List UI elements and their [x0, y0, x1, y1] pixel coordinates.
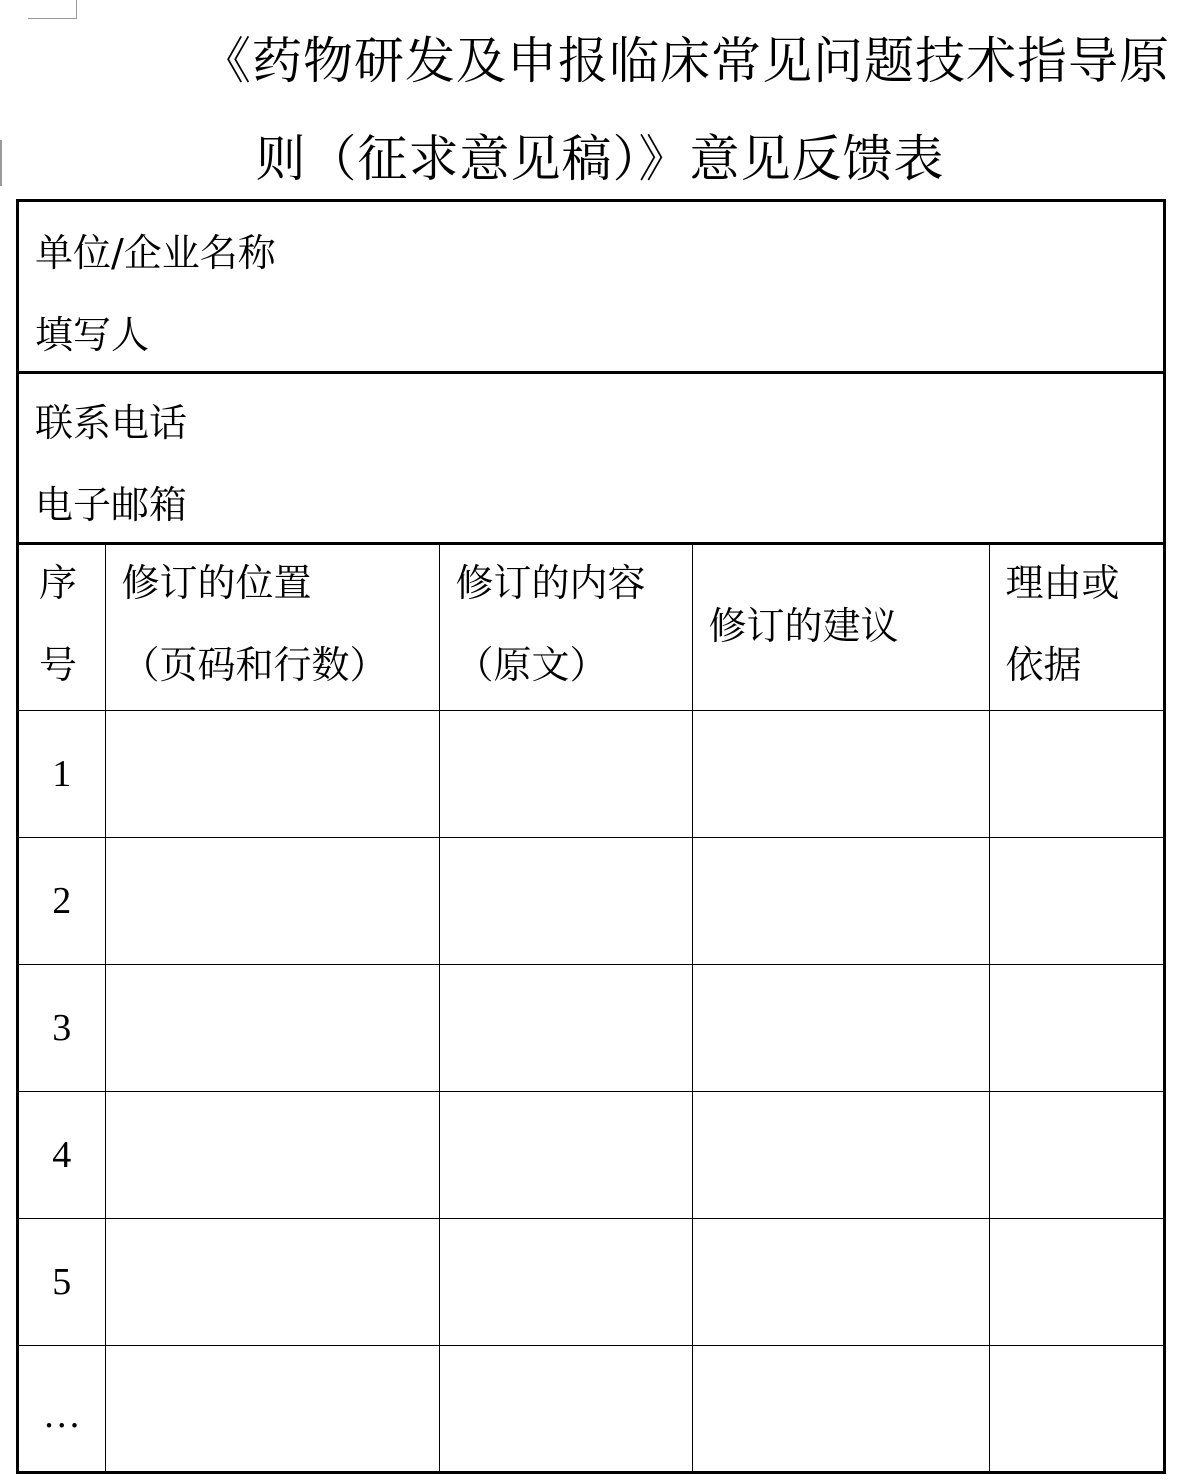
content-cell[interactable]: [439, 710, 692, 837]
position-cell[interactable]: [105, 710, 439, 837]
position-cell[interactable]: [105, 1091, 439, 1218]
company-info-block: [19, 202, 1163, 374]
suggestion-cell[interactable]: [692, 837, 989, 964]
content-cell[interactable]: [439, 837, 692, 964]
header-position: [105, 542, 439, 710]
position-cell[interactable]: [105, 837, 439, 964]
reason-cell[interactable]: [989, 1091, 1163, 1218]
header-seq-line-2: 号: [39, 643, 78, 687]
row-number: 2: [19, 837, 105, 964]
header-content-line-2: （原文）: [455, 643, 608, 687]
table-row: [19, 710, 1163, 837]
row-number: 4: [19, 1091, 105, 1218]
title-line-1: 《药物研发及申报临床常见问题技术指导原: [201, 32, 1170, 90]
table-row: [19, 1345, 1163, 1471]
filler-field[interactable]: 填写人: [35, 313, 150, 357]
suggestion-cell[interactable]: [692, 1091, 989, 1218]
header-reason: [989, 542, 1163, 710]
reason-cell[interactable]: [989, 710, 1163, 837]
phone-field[interactable]: 联系电话: [35, 401, 188, 445]
reason-cell[interactable]: [989, 837, 1163, 964]
contact-info-block: [19, 374, 1163, 545]
row-number: 1: [19, 710, 105, 837]
revision-table: [19, 542, 1163, 1471]
reason-cell[interactable]: [989, 1218, 1163, 1345]
header-position-line-1: 修订的位置: [121, 561, 312, 605]
header-content: [439, 542, 692, 710]
table-header-row: [19, 542, 1163, 710]
header-suggestion: 修订的建议: [692, 542, 989, 710]
header-content-line-1: 修订的内容: [455, 561, 646, 605]
reason-cell[interactable]: [989, 964, 1163, 1091]
table-row: [19, 837, 1163, 964]
suggestion-cell[interactable]: [692, 1345, 989, 1471]
header-position-line-2: （页码和行数）: [121, 643, 388, 687]
table-row: [19, 1218, 1163, 1345]
suggestion-cell[interactable]: [692, 964, 989, 1091]
table-row: [19, 1091, 1163, 1218]
content-cell[interactable]: [439, 1091, 692, 1218]
content-cell[interactable]: [439, 964, 692, 1091]
reason-cell[interactable]: [989, 1345, 1163, 1471]
header-reason-line-1: 理由或: [1005, 561, 1120, 605]
header-seq: [19, 542, 105, 710]
email-field[interactable]: 电子邮箱: [35, 483, 188, 527]
row-number: 3: [19, 964, 105, 1091]
suggestion-cell[interactable]: [692, 710, 989, 837]
row-number: …: [19, 1345, 105, 1471]
document-title: [30, 12, 1170, 208]
suggestion-cell[interactable]: [692, 1218, 989, 1345]
content-cell[interactable]: [439, 1218, 692, 1345]
header-seq-line-1: 序: [39, 561, 78, 605]
row-number: 5: [19, 1218, 105, 1345]
title-line-2: 则（征求意见稿）》意见反馈表: [255, 130, 945, 188]
position-cell[interactable]: [105, 1345, 439, 1471]
header-reason-line-2: 依据: [1005, 643, 1082, 687]
table-row: [19, 964, 1163, 1091]
feedback-form: [16, 199, 1166, 1474]
company-name-field[interactable]: 单位/企业名称: [35, 231, 276, 275]
position-cell[interactable]: [105, 1218, 439, 1345]
content-cell[interactable]: [439, 1345, 692, 1471]
page-side-mark: [0, 140, 4, 186]
position-cell[interactable]: [105, 964, 439, 1091]
